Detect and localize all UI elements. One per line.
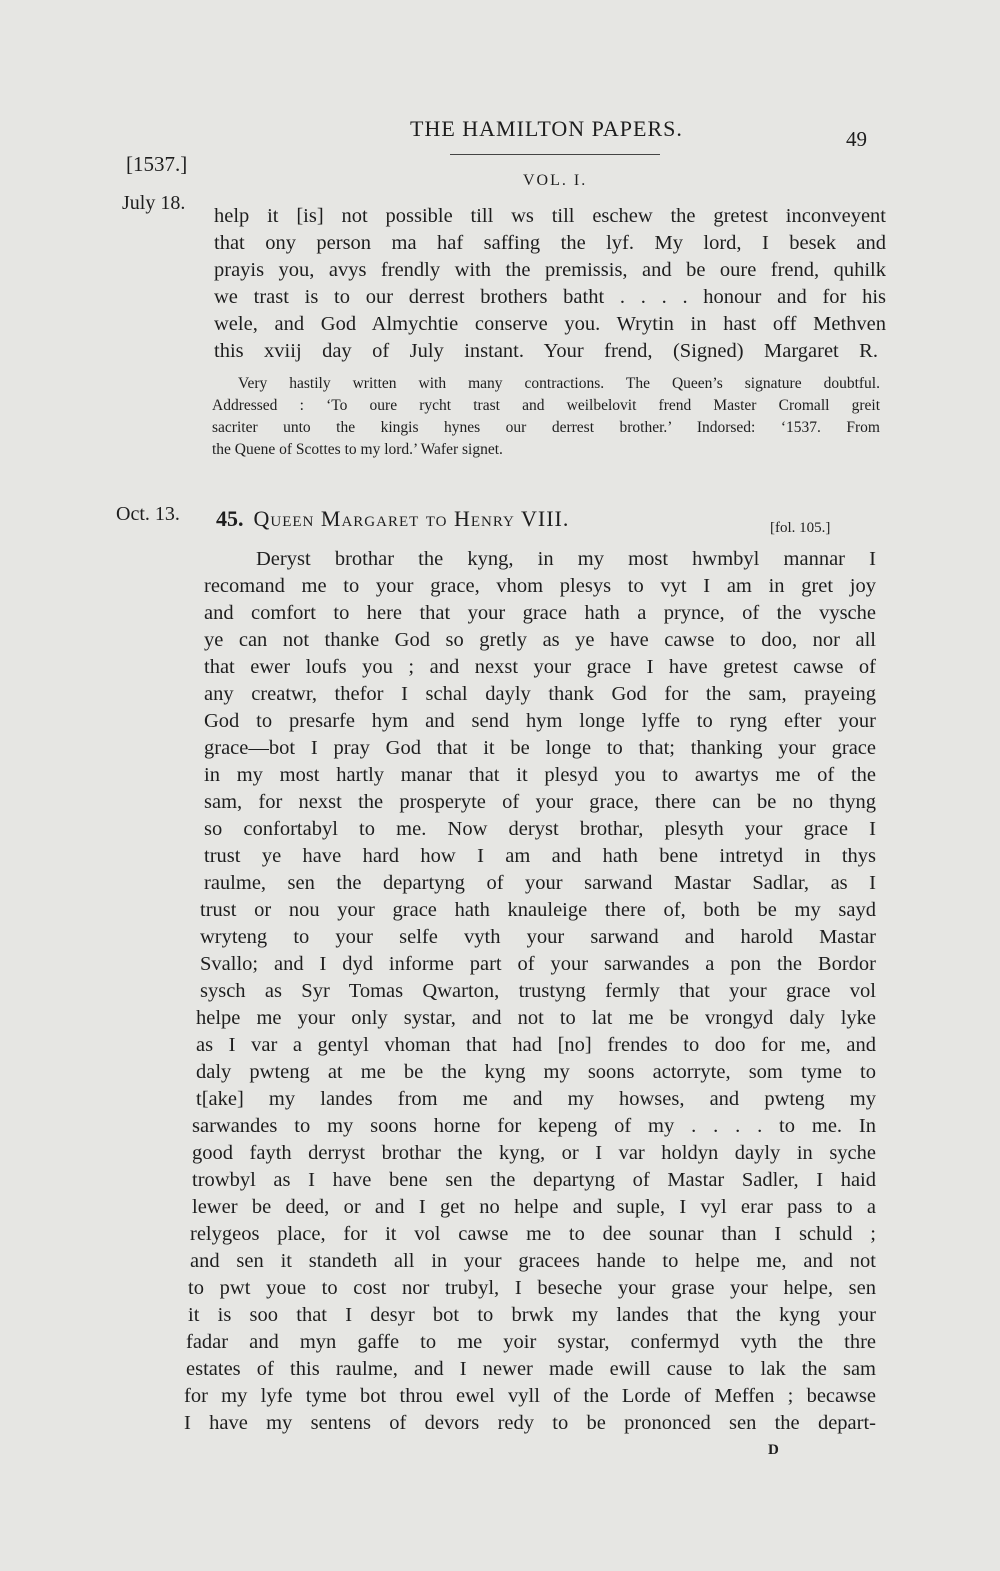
header-rule: [450, 154, 660, 155]
text-line: help it [is] not possible till ws till eschew the gretest inconveyent: [214, 205, 886, 227]
text-line: I have my sentens of devors redy to be prononced sen the depart-: [184, 1412, 876, 1434]
text-line: helpe me your only systar, and not to lat me be vrongyd daly lyke: [196, 1007, 876, 1029]
page-number: 49: [846, 127, 867, 151]
text-line: good fayth derryst brothar the kyng, or I var holdyn dayly in syche: [192, 1142, 876, 1164]
text-line: prayis you, avys frendly with the premissis, and be oure frend, quhilk: [214, 259, 886, 281]
letter-title: Queen Margaret to Henry VIII.: [253, 506, 570, 531]
text-line: God to presarfe hym and send hym longe lyffe to ryng efter your: [204, 710, 876, 732]
margin-date: July 18.: [122, 192, 186, 214]
text-line: Deryst brothar the kyng, in my most hwmbyl mannar I: [256, 548, 876, 570]
text-line: in my most hartly manar that it plesyd you to awartys me of the: [204, 764, 876, 786]
text-line: lewer be deed, or and I get no helpe and suple, I vyl erar pass to a: [192, 1196, 876, 1218]
year-bracket: [1537.]: [126, 152, 188, 176]
editorial-note-line: sacriter unto the kingis hynes our derrest brother.’ Indorsed: ‘1537. From: [212, 419, 880, 436]
text-line: estates of this raulme, and I newer made ewill cause to lak the sam: [186, 1358, 876, 1380]
editorial-note-line: Addressed : ‘To oure rycht trast and weilbelovit frend Master Cromall greit: [212, 397, 880, 414]
text-line: recomand me to your grace, vhom plesys to vyt I am in gret joy: [204, 575, 876, 597]
text-line: ye can not thanke God so gretly as ye have cawse to doo, nor all: [204, 629, 876, 651]
text-line: sam, for nexst the prosperyte of your grace, there can be no thyng: [204, 791, 876, 813]
text-line: this xviij day of July instant. Your frend, (Signed) Margaret R.: [214, 340, 878, 362]
text-line: wryteng to your selfe vyth your sarwand and harold Mastar: [200, 926, 876, 948]
margin-date: Oct. 13.: [116, 503, 180, 525]
folio-reference: [fol. 105.]: [770, 520, 831, 536]
text-line: and comfort to here that your grace hath a prynce, of the vysche: [204, 602, 876, 624]
text-line: sysch as Syr Tomas Qwarton, trustyng fermly that your grace vol: [200, 980, 876, 1002]
text-line: so confortabyl to me. Now deryst brothar, plesyth your grace I: [204, 818, 876, 840]
text-line: for my lyfe tyme bot throu ewel vyll of the Lorde of Meffen ; becawse: [184, 1385, 876, 1407]
running-title: THE HAMILTON PAPERS.: [410, 116, 683, 141]
text-line: t[ake] my landes from me and my howses, and pwteng my: [196, 1088, 876, 1110]
text-line: trust ye have hard how I am and hath bene intretyd in thys: [204, 845, 876, 867]
text-line: Svallo; and I dyd informe part of your sarwandes a pon the Bordor: [200, 953, 876, 975]
text-line: sarwandes to my soons horne for kepeng of my . . . . to me. In: [192, 1115, 876, 1137]
text-line: it is soo that I desyr bot to brwk my landes that the kyng your: [188, 1304, 876, 1326]
text-line: raulme, sen the departyng of your sarwand Mastar Sadlar, as I: [204, 872, 876, 894]
text-line: that ewer loufs you ; and nexst your grace I have gretest cawse of: [204, 656, 876, 678]
volume-label: VOL. I.: [523, 172, 588, 189]
text-line: fadar and myn gaffe to me yoir systar, confermyd vyth the thre: [186, 1331, 876, 1353]
signature-mark: D: [768, 1442, 779, 1458]
letter-heading: [216, 506, 569, 532]
text-line: we trast is to our derrest brothers batht . . . . honour and for his: [214, 286, 886, 308]
text-line: grace—bot I pray God that it be longe to that; thanking your grace: [204, 737, 876, 759]
text-line: any creatwr, thefor I schal dayly thank God for the sam, prayeing: [204, 683, 876, 705]
text-line: wele, and God Almychtie conserve you. Wrytin in hast off Methven: [214, 313, 886, 335]
text-line: trowbyl as I have bene sen the departyng of Mastar Sadler, I haid: [192, 1169, 876, 1191]
editorial-note-line: Very hastily written with many contractions. The Queen’s signature doubtful.: [238, 375, 880, 392]
text-line: and sen it standeth all in your gracees hande to helpe me, and not: [190, 1250, 876, 1272]
text-line: daly pwteng at me be the kyng my soons actorryte, som tyme to: [196, 1061, 876, 1083]
text-line: trust or nou your grace hath knauleige there of, both be my sayd: [200, 899, 876, 921]
text-line: as I var a gentyl vhoman that had [no] frendes to doo for me, and: [196, 1034, 876, 1056]
editorial-note-line: the Quene of Scottes to my lord.’ Wafer signet.: [212, 441, 503, 458]
text-line: that ony person ma haf saffing the lyf. My lord, I besek and: [214, 232, 886, 254]
text-line: to pwt youe to cost nor trubyl, I beseche your grase your helpe, sen: [188, 1277, 876, 1299]
text-line: relygeos place, for it vol cawse me to dee sounar than I schuld ;: [190, 1223, 876, 1245]
letter-number: 45.: [216, 506, 244, 531]
